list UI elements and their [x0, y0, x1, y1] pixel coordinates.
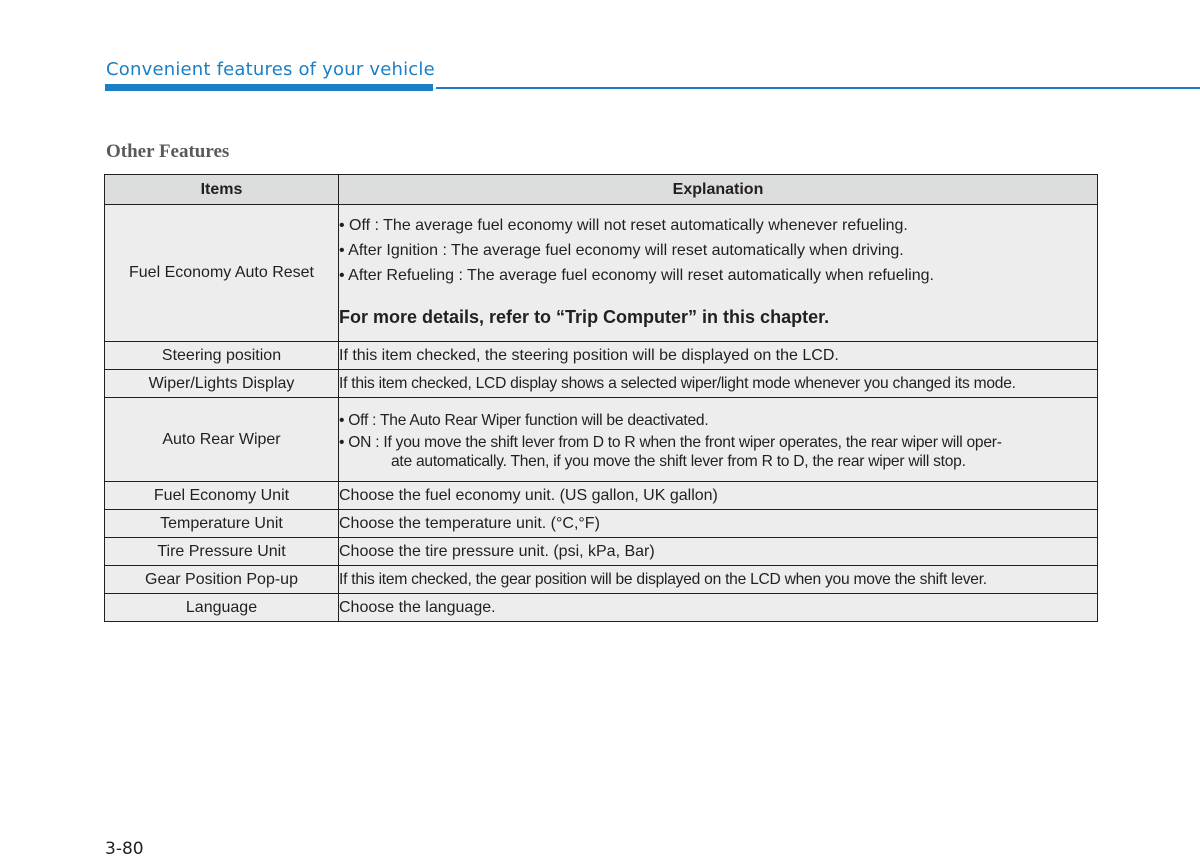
section-title: Other Features — [106, 141, 230, 162]
chapter-title: Convenient features of your vehicle — [106, 59, 435, 80]
explanation-cell — [339, 398, 1098, 482]
bullet-item: • After Ignition : The average fuel economy will reset automatically when driving. — [339, 241, 904, 259]
column-header-explanation: Explanation — [339, 175, 1098, 205]
column-header-items: Items — [105, 175, 339, 205]
header-rule-thick — [105, 84, 433, 91]
table-row — [105, 342, 1098, 370]
features-table — [104, 174, 1098, 622]
table-row — [105, 510, 1098, 538]
explanation-cell: Choose the language. — [339, 594, 1098, 622]
bullet-item: • ON : If you move the shift lever from D to R when the front wiper operates, the rear wiper will oper- — [339, 434, 1002, 451]
table-row — [105, 538, 1098, 566]
bullet-list — [339, 207, 1097, 288]
reference-note: For more details, refer to “Trip Computer” in this chapter. — [339, 306, 830, 327]
explanation-cell: If this item checked, the gear position will be displayed on the LCD when you move the shift lever. — [339, 566, 1098, 594]
bullet-item: • After Refueling : The average fuel economy will reset automatically when refueling. — [339, 266, 934, 284]
bullet-continuation: ate automatically. Then, if you move the shift lever from R to D, the rear wiper will stop. — [391, 453, 966, 470]
table-row — [105, 594, 1098, 622]
item-cell: Temperature Unit — [105, 510, 339, 538]
item-cell: Fuel Economy Unit — [105, 482, 339, 510]
item-cell: Gear Position Pop-up — [105, 566, 339, 594]
explanation-cell: If this item checked, LCD display shows a selected wiper/light mode whenever you changed its mode. — [339, 370, 1098, 398]
table-row — [105, 566, 1098, 594]
item-cell: Steering position — [105, 342, 339, 370]
explanation-cell: Choose the temperature unit. (°C,°F) — [339, 510, 1098, 538]
item-cell: Wiper/Lights Display — [105, 370, 339, 398]
item-cell: Tire Pressure Unit — [105, 538, 339, 566]
explanation-cell: Choose the tire pressure unit. (psi, kPa, Bar) — [339, 538, 1098, 566]
item-cell: Auto Rear Wiper — [105, 398, 339, 482]
item-cell: Language — [105, 594, 339, 622]
explanation-cell: If this item checked, the steering position will be displayed on the LCD. — [339, 342, 1098, 370]
table-row — [105, 370, 1098, 398]
explanation-cell: Choose the fuel economy unit. (US gallon, UK gallon) — [339, 482, 1098, 510]
bullet-item: • Off : The Auto Rear Wiper function will be deactivated. — [339, 412, 709, 429]
table-header-row — [105, 175, 1098, 205]
table-row — [105, 482, 1098, 510]
explanation-cell — [339, 205, 1098, 342]
page-number: 3-80 — [105, 839, 144, 859]
table-row — [105, 398, 1098, 482]
header-rule-thin — [436, 87, 1200, 89]
bullet-item: • Off : The average fuel economy will not reset automatically whenever refueling. — [339, 216, 908, 234]
table-row — [105, 205, 1098, 342]
item-cell: Fuel Economy Auto Reset — [105, 205, 339, 342]
